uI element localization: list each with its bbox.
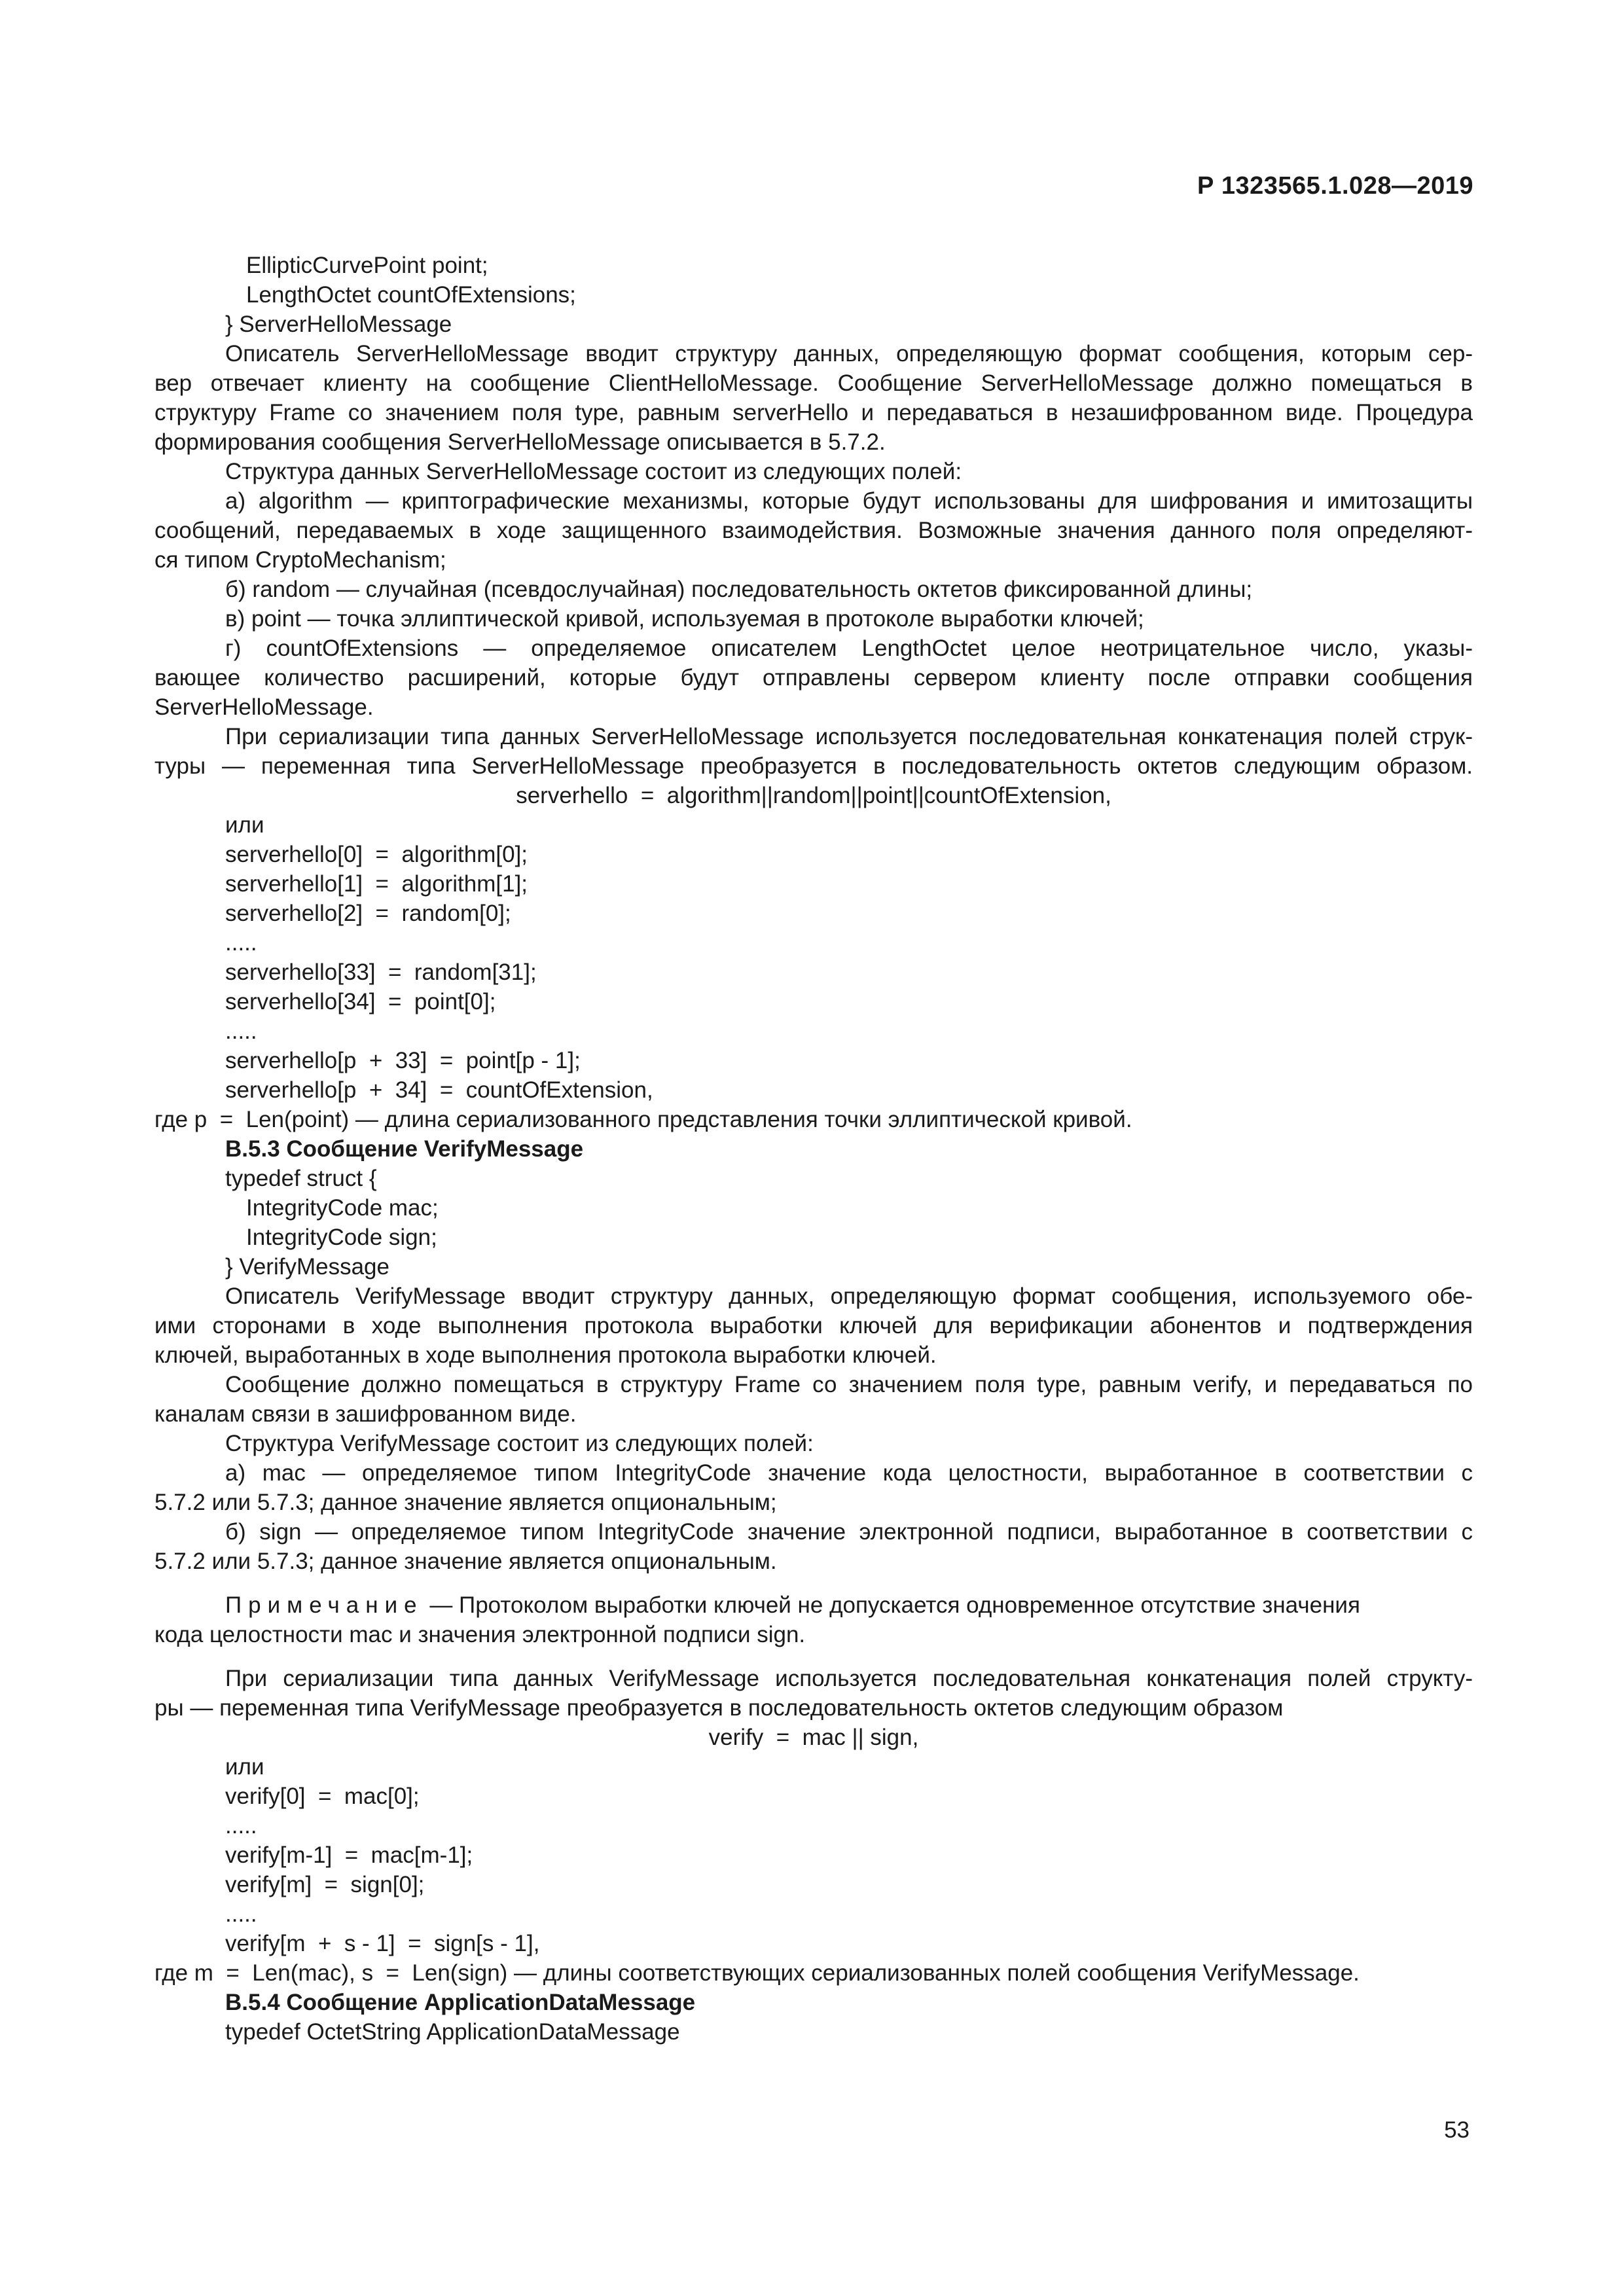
formula-line: serverhello[p + 33] = point[p - 1];	[225, 1048, 581, 1073]
formula-line: verify[m + s - 1] = sign[s - 1],	[225, 1931, 540, 1956]
paragraph-line: ими сторонами в ходе выполнения протокола выработки ключей для верификации абонентов и подтверждения	[154, 1313, 1473, 1338]
formula-line: verify[m] = sign[0];	[225, 1872, 425, 1897]
code-line: LengthOctet countOfExtensions;	[246, 282, 576, 308]
list-item-line: вающее количество расширений, которые будут отправлены сервером клиенту после отправки сообщения	[154, 665, 1473, 691]
document-id-header: Р 1323565.1.028—2019	[1197, 172, 1473, 200]
code-line: } ServerHelloMessage	[225, 312, 452, 337]
paragraph-line: структуру Frame со значением поля type, равным serverHello и передаваться в незашифрованном виде. Процедура	[154, 400, 1473, 425]
list-item-line: сообщений, передаваемых в ходе защищенного взаимодействия. Возможные значения данного поля определяют-	[154, 518, 1473, 543]
formula-line: verify[0] = mac[0];	[225, 1784, 420, 1809]
note-line: кода целостности mac и значения электронной подписи sign.	[154, 1622, 806, 1647]
formula-line: serverhello[0] = algorithm[0];	[225, 842, 528, 867]
note-label: Примечание	[225, 1592, 424, 1618]
list-item-line: б) random — случайная (псевдослучайная) последовательность октетов фиксированной длины;	[225, 577, 1253, 602]
section-heading: В.5.4 Сообщение ApplicationDataMessage	[225, 1990, 696, 2015]
formula-line: verify[m-1] = mac[m-1];	[225, 1842, 473, 1868]
formula-line: serverhello[2] = random[0];	[225, 901, 511, 926]
formula-where-line: где p = Len(point) — длина сериализованного представления точки эллиптической кривой.	[154, 1107, 1132, 1132]
paragraph-line: Описатель VerifyMessage вводит структуру данных, определяющую формат сообщения, используемого обе-	[225, 1283, 1473, 1309]
formula-line: serverhello[34] = point[0];	[225, 989, 496, 1014]
formula-line: .....	[225, 930, 257, 956]
section-heading: В.5.3 Сообщение VerifyMessage	[225, 1136, 584, 1162]
paragraph-line: При сериализации типа данных VerifyMessage используется последовательная конкатенация полей структу-	[225, 1666, 1473, 1691]
paragraph-line: туры — переменная типа ServerHelloMessage преобразуется в последовательность октетов следующим образом.	[154, 753, 1473, 779]
document-body	[154, 251, 1473, 2047]
paragraph-line: каналам связи в зашифрованном виде.	[154, 1401, 577, 1427]
code-line: typedef OctetString ApplicationDataMessage	[225, 2019, 680, 2045]
formula-where-line: где m = Len(mac), s = Len(sign) — длины соответствующих сериализованных полей сообщения VerifyMessage.	[154, 1960, 1360, 1986]
formula-line: .....	[225, 1901, 257, 1927]
formula-line: serverhello[1] = algorithm[1];	[225, 871, 528, 897]
code-line: IntegrityCode mac;	[246, 1195, 439, 1221]
paragraph-line: ры — переменная типа VerifyMessage преобразуется в последовательность октетов следующим образом	[154, 1695, 1284, 1721]
code-line: } VerifyMessage	[225, 1254, 389, 1280]
paragraph-line: Структура данных ServerHelloMessage состоит из следующих полей:	[225, 459, 962, 484]
formula-line: serverhello = algorithm||random||point||countOfExtension,	[516, 783, 1111, 808]
paragraph-line: ключей, выработанных в ходе выполнения протокола выработки ключей.	[154, 1342, 937, 1368]
paragraph-line: При сериализации типа данных ServerHelloMessage используется последовательная конкатенация полей струк-	[225, 724, 1473, 749]
formula-line: verify = mac || sign,	[708, 1725, 919, 1750]
list-item-line: г) countOfExtensions — определяемое описателем LengthOctet целое неотрицательное число, указы-	[225, 636, 1473, 661]
code-line: EllipticCurvePoint point;	[246, 253, 488, 278]
list-item-line: в) point — точка эллиптической кривой, используемая в протоколе выработки ключей;	[225, 606, 1144, 632]
formula-line: .....	[225, 1813, 257, 1839]
code-line: typedef struct {	[225, 1166, 377, 1191]
list-item-line: 5.7.2 или 5.7.3; данное значение является опциональным.	[154, 1549, 777, 1574]
list-item-line: 5.7.2 или 5.7.3; данное значение является опциональным;	[154, 1490, 777, 1515]
list-item-line: б) sign — определяемое типом IntegrityCode значение электронной подписи, выработанное в соответствии с	[225, 1519, 1473, 1545]
paragraph-line: Структура VerifyMessage состоит из следующих полей:	[225, 1431, 814, 1456]
list-item-line: а) mac — определяемое типом IntegrityCode значение кода целостности, выработанное в соответствии с	[225, 1460, 1473, 1486]
note-text: — Протоколом выработки ключей не допускается одновременное отсутствие значения	[423, 1592, 1360, 1618]
paragraph-line: вер отвечает клиенту на сообщение ClientHelloMessage. Сообщение ServerHelloMessage должно помещаться в	[154, 370, 1473, 396]
paragraph-line: формирования сообщения ServerHelloMessage описывается в 5.7.2.	[154, 429, 886, 455]
list-item-line: а) algorithm — криптографические механизмы, которые будут использованы для шифрования и имитозащиты	[225, 488, 1473, 514]
paragraph-line: Сообщение должно помещаться в структуру Frame со значением поля type, равным verify, и передаваться по	[225, 1372, 1473, 1397]
list-item-line: ServerHelloMessage.	[154, 694, 374, 720]
formula-line: или	[225, 812, 264, 838]
paragraph-line: Описатель ServerHelloMessage вводит структуру данных, определяющую формат сообщения, которым сер-	[225, 341, 1473, 367]
formula-line: или	[225, 1754, 264, 1780]
page-number: 53	[1444, 2117, 1470, 2143]
formula-line: serverhello[p + 34] = countOfExtension,	[225, 1077, 653, 1103]
formula-line: serverhello[33] = random[31];	[225, 960, 537, 985]
list-item-line: ся типом CryptoMechanism;	[154, 547, 446, 573]
formula-line: .....	[225, 1018, 257, 1044]
code-line: IntegrityCode sign;	[246, 1225, 437, 1250]
note-line	[154, 1590, 1473, 1620]
